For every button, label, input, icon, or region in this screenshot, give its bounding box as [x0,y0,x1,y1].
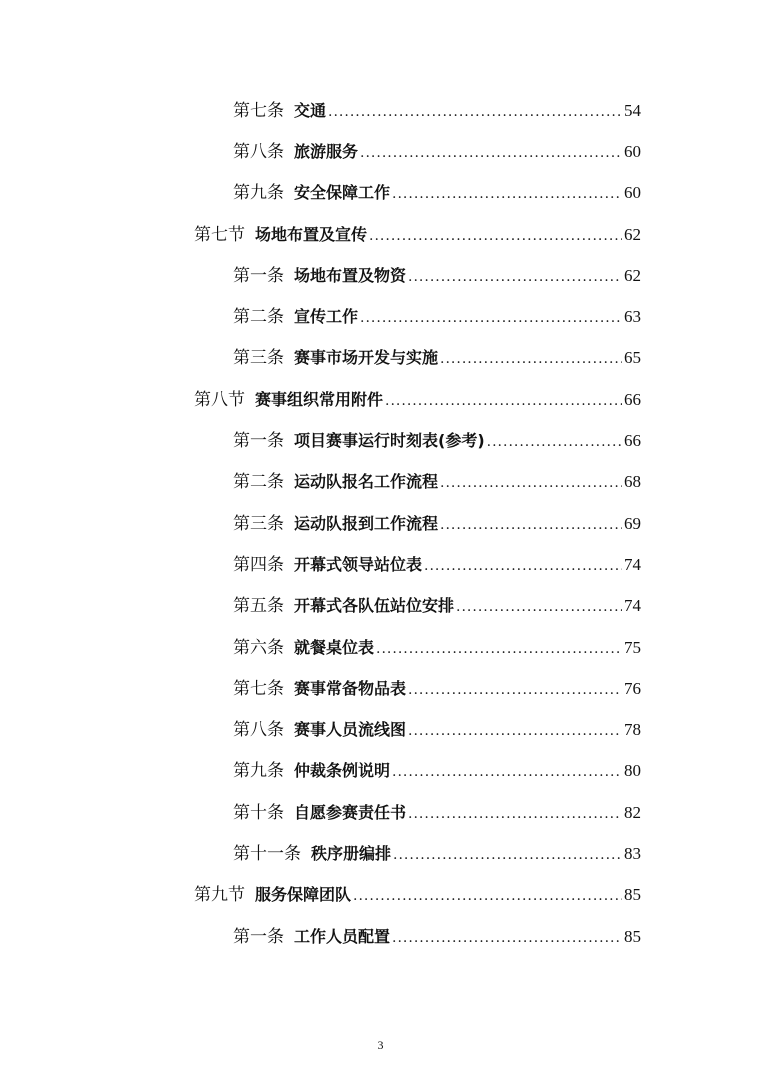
toc-entry-page: 63 [624,307,641,327]
toc-entry[interactable] [0,627,761,668]
toc-entry-page: 66 [624,389,641,409]
toc-entry-page: 74 [624,554,641,574]
toc-entry-page: 68 [624,472,641,492]
toc-entry-number: 第九节 [194,885,245,906]
toc-entry-number: 第一条 [233,431,284,452]
toc-entry[interactable] [0,792,761,833]
toc-entry-title: 秩序册编排 [311,843,392,863]
toc-entry-page: 74 [624,596,641,616]
toc-entry-title: 赛事市场开发与实施 [294,348,439,368]
toc-leader-dots [353,889,622,903]
toc-entry-title: 安全保障工作 [294,183,391,203]
toc-entry-page: 60 [624,141,641,161]
toc-entry[interactable] [0,296,761,337]
toc-entry-number: 第四条 [233,554,284,575]
toc-entry-page: 85 [624,926,641,946]
toc-entry-number: 第八条 [233,141,284,162]
toc-entry-title: 自愿参赛责任书 [294,802,407,822]
toc-entry-title: 宣传工作 [294,307,359,327]
toc-leader-dots [393,848,622,862]
table-of-contents [0,90,761,957]
toc-leader-dots [408,270,622,284]
toc-section-entry[interactable] [0,875,761,916]
toc-leader-dots [369,229,622,243]
toc-entry-number: 第七节 [194,224,245,245]
toc-entry-number: 第五条 [233,596,284,617]
toc-leader-dots [360,311,622,325]
toc-entry-page: 54 [624,100,641,120]
toc-entry-page: 78 [624,720,641,740]
toc-entry-number: 第八节 [194,389,245,410]
toc-entry-title: 交通 [294,100,327,120]
toc-entry-page: 76 [624,678,641,698]
toc-entry[interactable] [0,338,761,379]
toc-leader-dots [328,105,622,119]
toc-entry[interactable] [0,90,761,131]
toc-leader-dots [408,807,622,821]
toc-entry-page: 83 [624,843,641,863]
toc-entry[interactable] [0,173,761,214]
toc-leader-dots [440,352,622,366]
toc-leader-dots [424,559,622,573]
toc-section-entry[interactable] [0,379,761,420]
toc-leader-dots [376,642,622,656]
toc-entry-page: 60 [624,183,641,203]
toc-leader-dots [392,765,622,779]
toc-entry[interactable] [0,709,761,750]
toc-entry-page: 82 [624,802,641,822]
toc-section-entry[interactable] [0,214,761,255]
toc-entry-page: 62 [624,224,641,244]
toc-entry[interactable] [0,916,761,957]
toc-entry-number: 第三条 [233,513,284,534]
toc-entry-page: 62 [624,265,641,285]
toc-entry-title: 服务保障团队 [255,885,352,905]
page-number: 3 [377,1038,384,1052]
toc-entry-number: 第九条 [233,761,284,782]
toc-entry-number: 第三条 [233,348,284,369]
toc-entry-title: 项目赛事运行时刻表(参考) [294,431,485,451]
toc-entry[interactable] [0,586,761,627]
toc-entry-title: 赛事常备物品表 [294,678,407,698]
toc-entry-number: 第二条 [233,472,284,493]
toc-leader-dots [408,724,622,738]
toc-leader-dots [456,600,622,614]
toc-entry-title: 运动队报到工作流程 [294,513,439,533]
toc-entry[interactable] [0,668,761,709]
toc-entry-title: 场地布置及宣传 [255,224,368,244]
toc-entry-number: 第一条 [233,926,284,947]
toc-entry-title: 工作人员配置 [294,926,391,946]
toc-entry[interactable] [0,503,761,544]
toc-entry[interactable] [0,462,761,503]
toc-entry-title: 场地布置及物资 [294,265,407,285]
toc-entry-title: 运动队报名工作流程 [294,472,439,492]
toc-entry[interactable] [0,751,761,792]
toc-entry-title: 开幕式各队伍站位安排 [294,596,455,616]
toc-entry-page: 65 [624,348,641,368]
toc-entry-number: 第十条 [233,802,284,823]
toc-entry-page: 69 [624,513,641,533]
toc-entry-number: 第七条 [233,678,284,699]
toc-entry-title: 赛事人员流线图 [294,720,407,740]
toc-entry-page: 85 [624,885,641,905]
toc-entry-number: 第一条 [233,265,284,286]
toc-entry-title: 仲裁条例说明 [294,761,391,781]
toc-leader-dots [392,931,622,945]
toc-entry-title: 开幕式领导站位表 [294,554,423,574]
toc-entry[interactable] [0,833,761,874]
toc-entry-page: 80 [624,761,641,781]
toc-entry-title: 就餐桌位表 [294,637,375,657]
toc-entry[interactable] [0,420,761,461]
toc-entry-number: 第六条 [233,637,284,658]
toc-entry-title: 旅游服务 [294,141,359,161]
toc-entry[interactable] [0,131,761,172]
toc-entry[interactable] [0,255,761,296]
toc-entry-number: 第九条 [233,183,284,204]
toc-leader-dots [408,683,622,697]
toc-leader-dots [392,187,622,201]
toc-entry-number: 第七条 [233,100,284,121]
toc-leader-dots [360,146,622,160]
toc-entry-page: 66 [624,431,641,451]
toc-leader-dots [440,476,622,490]
toc-entry-number: 第十一条 [233,843,301,864]
toc-entry-title: 赛事组织常用附件 [255,389,384,409]
toc-entry-number: 第二条 [233,307,284,328]
toc-leader-dots [440,518,622,532]
toc-entry[interactable] [0,544,761,585]
toc-entry-number: 第八条 [233,720,284,741]
toc-leader-dots [385,394,622,408]
toc-entry-page: 75 [624,637,641,657]
toc-leader-dots [487,435,622,449]
